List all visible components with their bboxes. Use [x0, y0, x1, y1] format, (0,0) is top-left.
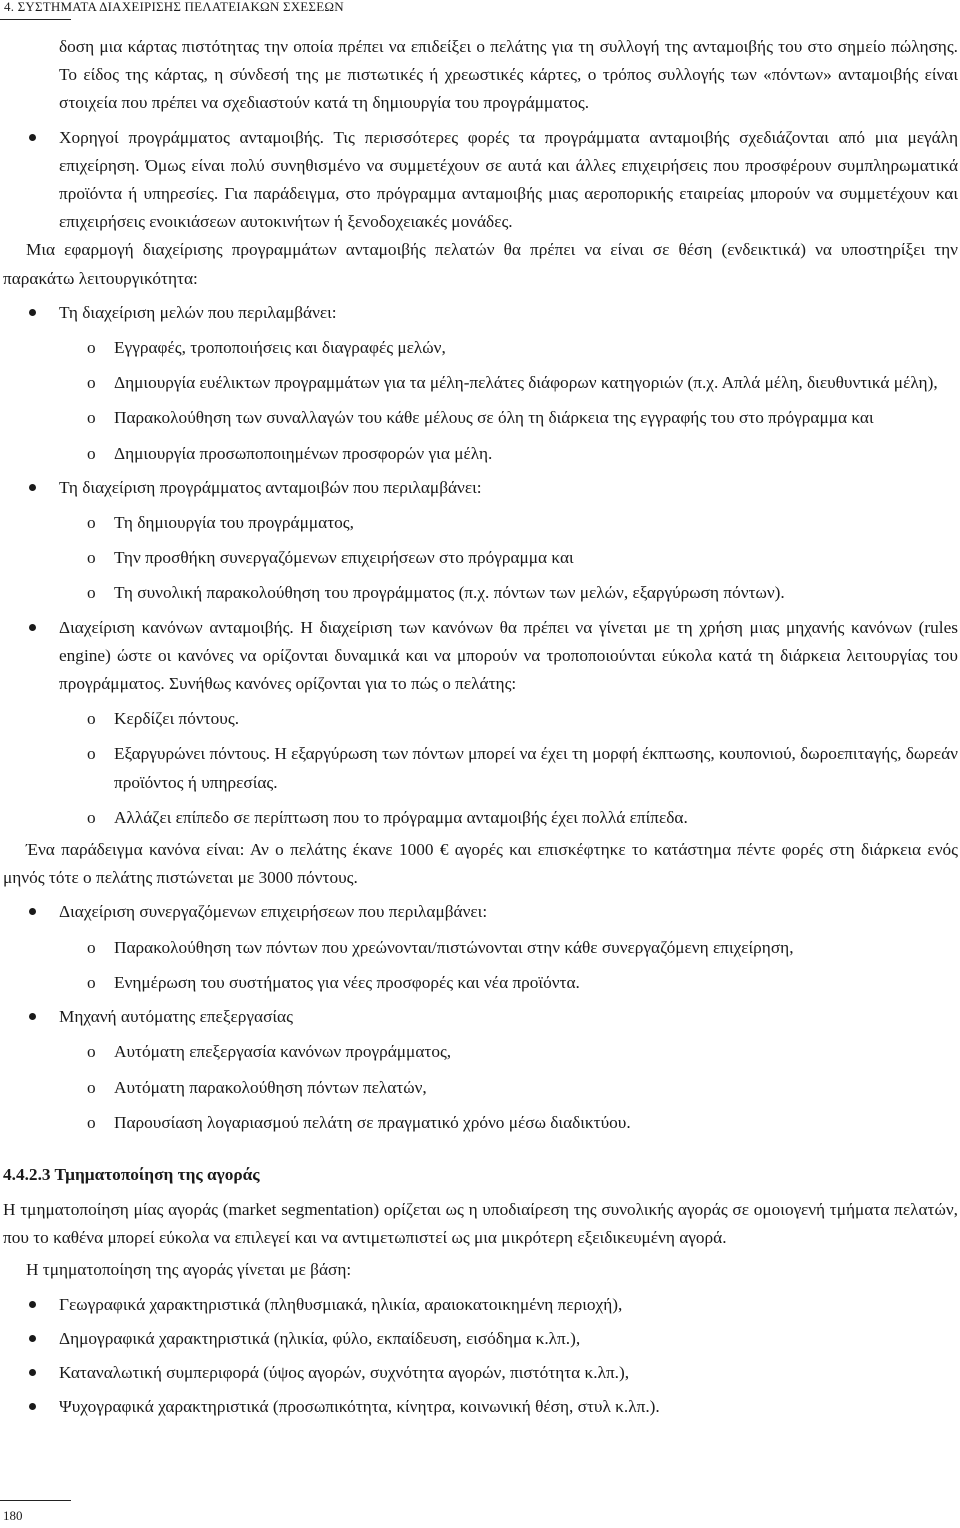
sub-item: [3, 440, 958, 468]
sub-item: [3, 404, 958, 432]
sub-marker: o: [87, 744, 96, 764]
section-heading: 4.4.2.3 Τμηματοποίηση της αγοράς: [3, 1164, 260, 1184]
sub-item-text: Την προσθήκη συνεργαζόμενων επιχειρήσεων στο πρόγραμμα και: [114, 548, 574, 568]
bullet-segmentation: [3, 1393, 958, 1421]
bullet-automation-engine: [3, 1003, 958, 1031]
bullet-text: Χορηγοί προγράμματος ανταμοιβής. Τις περισσότερες φορές τα προγράμματα ανταμοιβής σχεδιάζονται από μια μεγάλη επιχείρηση. Όμως είναι πολύ συνηθισμένο να συμμετέχουν σε αυτά και άλλες επιχειρήσεις που προσφέρουν συμπληρωματικά προϊόντα ή υπηρεσίες. Για παράδειγμα, στο πρόγραμμα ανταμοιβής μιας αεροπορικής εταιρείας μπορούν να συμμετέχουν και επιχειρήσεις ενοικιάσεων αυτοκινήτων ή ξενοδοχειακές μονάδες.: [59, 127, 958, 232]
sub-item-text: Τη συνολική παρακολούθηση του προγράμματος (π.χ. πόντων των μελών, εξαργύρωση πόντων).: [114, 583, 785, 603]
sub-item-text: Εγγραφές, τροποποιήσεις και διαγραφές μελών,: [114, 338, 446, 358]
sub-marker: o: [87, 338, 96, 358]
bullet-segmentation: [3, 1291, 958, 1319]
bullet-icon: [29, 484, 36, 491]
bullet-sponsors: [3, 124, 958, 237]
sub-item-text: Δημιουργία ευέλικτων προγραμμάτων για τα μέλη-πελάτες διάφορων κατηγοριών (π.χ. Απλά μέλη, διευθυντικά μέλη),: [114, 373, 938, 393]
bullet-text: Τη διαχείριση μελών που περιλαμβάνει:: [59, 302, 337, 322]
bullet-segmentation: [3, 1325, 958, 1353]
bullet-text: Μηχανή αυτόματης επεξεργασίας: [59, 1007, 293, 1027]
bullet-icon: [29, 1403, 36, 1410]
sub-marker: o: [87, 937, 96, 957]
sub-marker: o: [87, 709, 96, 729]
bullet-text: Δημογραφικά χαρακτηριστικά (ηλικία, φύλο, εκπαίδευση, εισόδημα κ.λπ.),: [59, 1328, 581, 1348]
sub-marker: o: [87, 583, 96, 603]
sub-item-text: Τη δημιουργία του προγράμματος,: [114, 513, 354, 533]
sub-item: [3, 1074, 958, 1102]
sub-item-text: Αυτόματη επεξεργασία κανόνων προγράμματος,: [114, 1042, 452, 1062]
sub-item-text: Παρακολούθηση των συναλλαγών του κάθε μέλους σε όλη τη διάρκεια της εγγραφής του στο πρόγραμμα και: [114, 408, 874, 428]
sub-marker: o: [87, 972, 96, 992]
sub-marker: o: [87, 513, 96, 533]
sub-item-text: Κερδίζει πόντους.: [114, 709, 240, 729]
sub-marker: o: [87, 1042, 96, 1062]
bullet-text: Καταναλωτική συμπεριφορά (ύψος αγορών, συχνότητα αγορών, πιστότητα κ.λπ.),: [59, 1362, 630, 1382]
header-rule: [0, 19, 71, 20]
bullet-segmentation: [3, 1359, 958, 1387]
page-body: [3, 33, 958, 1421]
sub-marker: o: [87, 548, 96, 568]
sub-item-text: Αυτόματη παρακολούθηση πόντων πελατών,: [114, 1077, 427, 1097]
sub-item: [3, 334, 958, 362]
sub-item: [3, 705, 958, 733]
bullet-icon: [29, 908, 36, 915]
bullet-text: Τη διαχείριση προγράμματος ανταμοιβών που περιλαμβάνει:: [59, 477, 482, 497]
functionality-paragraph: Μια εφαρμογή διαχείρισης προγραμμάτων ανταμοιβής πελατών θα πρέπει να είναι σε θέση (ενδεικτικά) να υποστηρίξει την παρακάτω λειτουργικότητα:: [3, 240, 958, 288]
example-paragraph: Ένα παράδειγμα κανόνα είναι: Αν ο πελάτης έκανε 1000 € αγορές και επισκέφτηκε το κατάστημα πέντε φορές στη διάρκεια ενός μηνός τότε ο πελάτης πιστώνεται με 3000 πόντους.: [3, 840, 958, 888]
sub-item: [3, 579, 958, 607]
sub-item: [3, 969, 958, 997]
bullet-text: Διαχείριση συνεργαζόμενων επιχειρήσεων που περιλαμβάνει:: [59, 902, 488, 922]
sub-item-text: Εξαργυρώνει πόντους. Η εξαργύρωση των πόντων μπορεί να έχει τη μορφή έκπτωσης, κουπονιού, δωροεπιταγής, δωρεάν προϊόντος ή υπηρεσίας.: [114, 744, 958, 792]
bullet-icon: [29, 1369, 36, 1376]
sub-item: [3, 369, 958, 397]
bullet-program-management: [3, 474, 958, 502]
bullet-icon: [29, 1013, 36, 1020]
sub-item-text: Παρακολούθηση των πόντων που χρεώνονται/πιστώνονται στην κάθε συνεργαζόμενη επιχείρηση,: [114, 937, 794, 957]
sub-item: [3, 740, 958, 796]
bullet-text: Γεωγραφικά χαρακτηριστικά (πληθυσμιακά, ηλικία, αραιοκατοικημένη περιοχή),: [59, 1294, 623, 1314]
sub-item: [3, 1038, 958, 1066]
bullet-icon: [29, 624, 36, 631]
bullet-icon: [29, 1335, 36, 1342]
sub-item: [3, 804, 958, 832]
bullet-rules-management: [3, 614, 958, 699]
bullet-icon: [29, 134, 36, 141]
sub-marker: o: [87, 807, 96, 827]
intro-paragraph: δοση μια κάρτας πιστότητας την οποία πρέπει να επιδείξει ο πελάτης για τη συλλογή της ανταμοιβής του στο σημείο πώλησης. Το είδος της κάρτας, η σύνδεσή της με πιστωτικές ή χρεωστικές κάρτες, ο τρόπος συλλογής των «πόντων» ανταμοιβής είναι στοιχεία που πρέπει να σχεδιαστούν κατά τη δημιουργία του προγράμματος.: [59, 37, 958, 113]
sub-item-text: Ενημέρωση του συστήματος για νέες προσφορές και νέα προϊόντα.: [114, 972, 580, 992]
sub-item-text: Δημιουργία προσωποποιημένων προσφορών για μέλη.: [114, 443, 493, 463]
footer-rule: [0, 1500, 71, 1501]
bullet-member-management: [3, 299, 958, 327]
bullet-icon: [29, 309, 36, 316]
bullet-text: Διαχείριση κανόνων ανταμοιβής. Η διαχείριση των κανόνων θα πρέπει να γίνεται με τη χρήση μιας μηχανής κανόνων (rules engine) ώστε οι κανόνες να ορίζονται δυναμικά και να μπορούν να τροποποιούνται εύκολα κατά τη διάρκεια λειτουργίας του προγράμματος. Συνήθως κανόνες ορίζονται για το πώς ο πελάτης:: [59, 617, 958, 694]
sub-marker: o: [87, 373, 96, 393]
sub-marker: o: [87, 1077, 96, 1097]
bullet-text: Ψυχογραφικά χαρακτηριστικά (προσωπικότητα, κίνητρα, κοινωνική θέση, στυλ κ.λπ.).: [59, 1397, 660, 1417]
sub-item-text: Αλλάζει επίπεδο σε περίπτωση που το πρόγραμμα ανταμοιβής έχει πολλά επίπεδα.: [114, 807, 688, 827]
running-head: 4. ΣΥΣΤΗΜΑΤΑ ΔΙΑΧΕΙΡΙΣΗΣ ΠΕΛΑΤΕΙΑΚΩΝ ΣΧΕΣΕΩΝ: [4, 0, 344, 14]
sub-marker: o: [87, 1112, 96, 1132]
bullet-partner-management: [3, 898, 958, 926]
sub-marker: o: [87, 408, 96, 428]
sub-item: [3, 1109, 958, 1137]
sub-marker: o: [87, 443, 96, 463]
sub-item: [3, 544, 958, 572]
sub-item: [3, 934, 958, 962]
segmentation-basis-intro: Η τμηματοποίηση της αγοράς γίνεται με βάση:: [26, 1260, 352, 1280]
page-number: 180: [3, 1508, 23, 1523]
segmentation-paragraph: Η τμηματοποίηση μίας αγοράς (market segmentation) ορίζεται ως η υποδιαίρεση της συνολικής αγοράς σε ομοιογενή τμήματα πελατών, που το καθένα μπορεί εύκολα να επιλεγεί και να αντιμετωπιστεί ως μια μικρότερη εξειδικευμένη αγορά.: [3, 1199, 958, 1248]
bullet-icon: [29, 1301, 36, 1308]
sub-item-text: Παρουσίαση λογαριασμού πελάτη σε πραγματικό χρόνο μέσω διαδικτύου.: [114, 1112, 631, 1132]
sub-item: [3, 509, 958, 537]
